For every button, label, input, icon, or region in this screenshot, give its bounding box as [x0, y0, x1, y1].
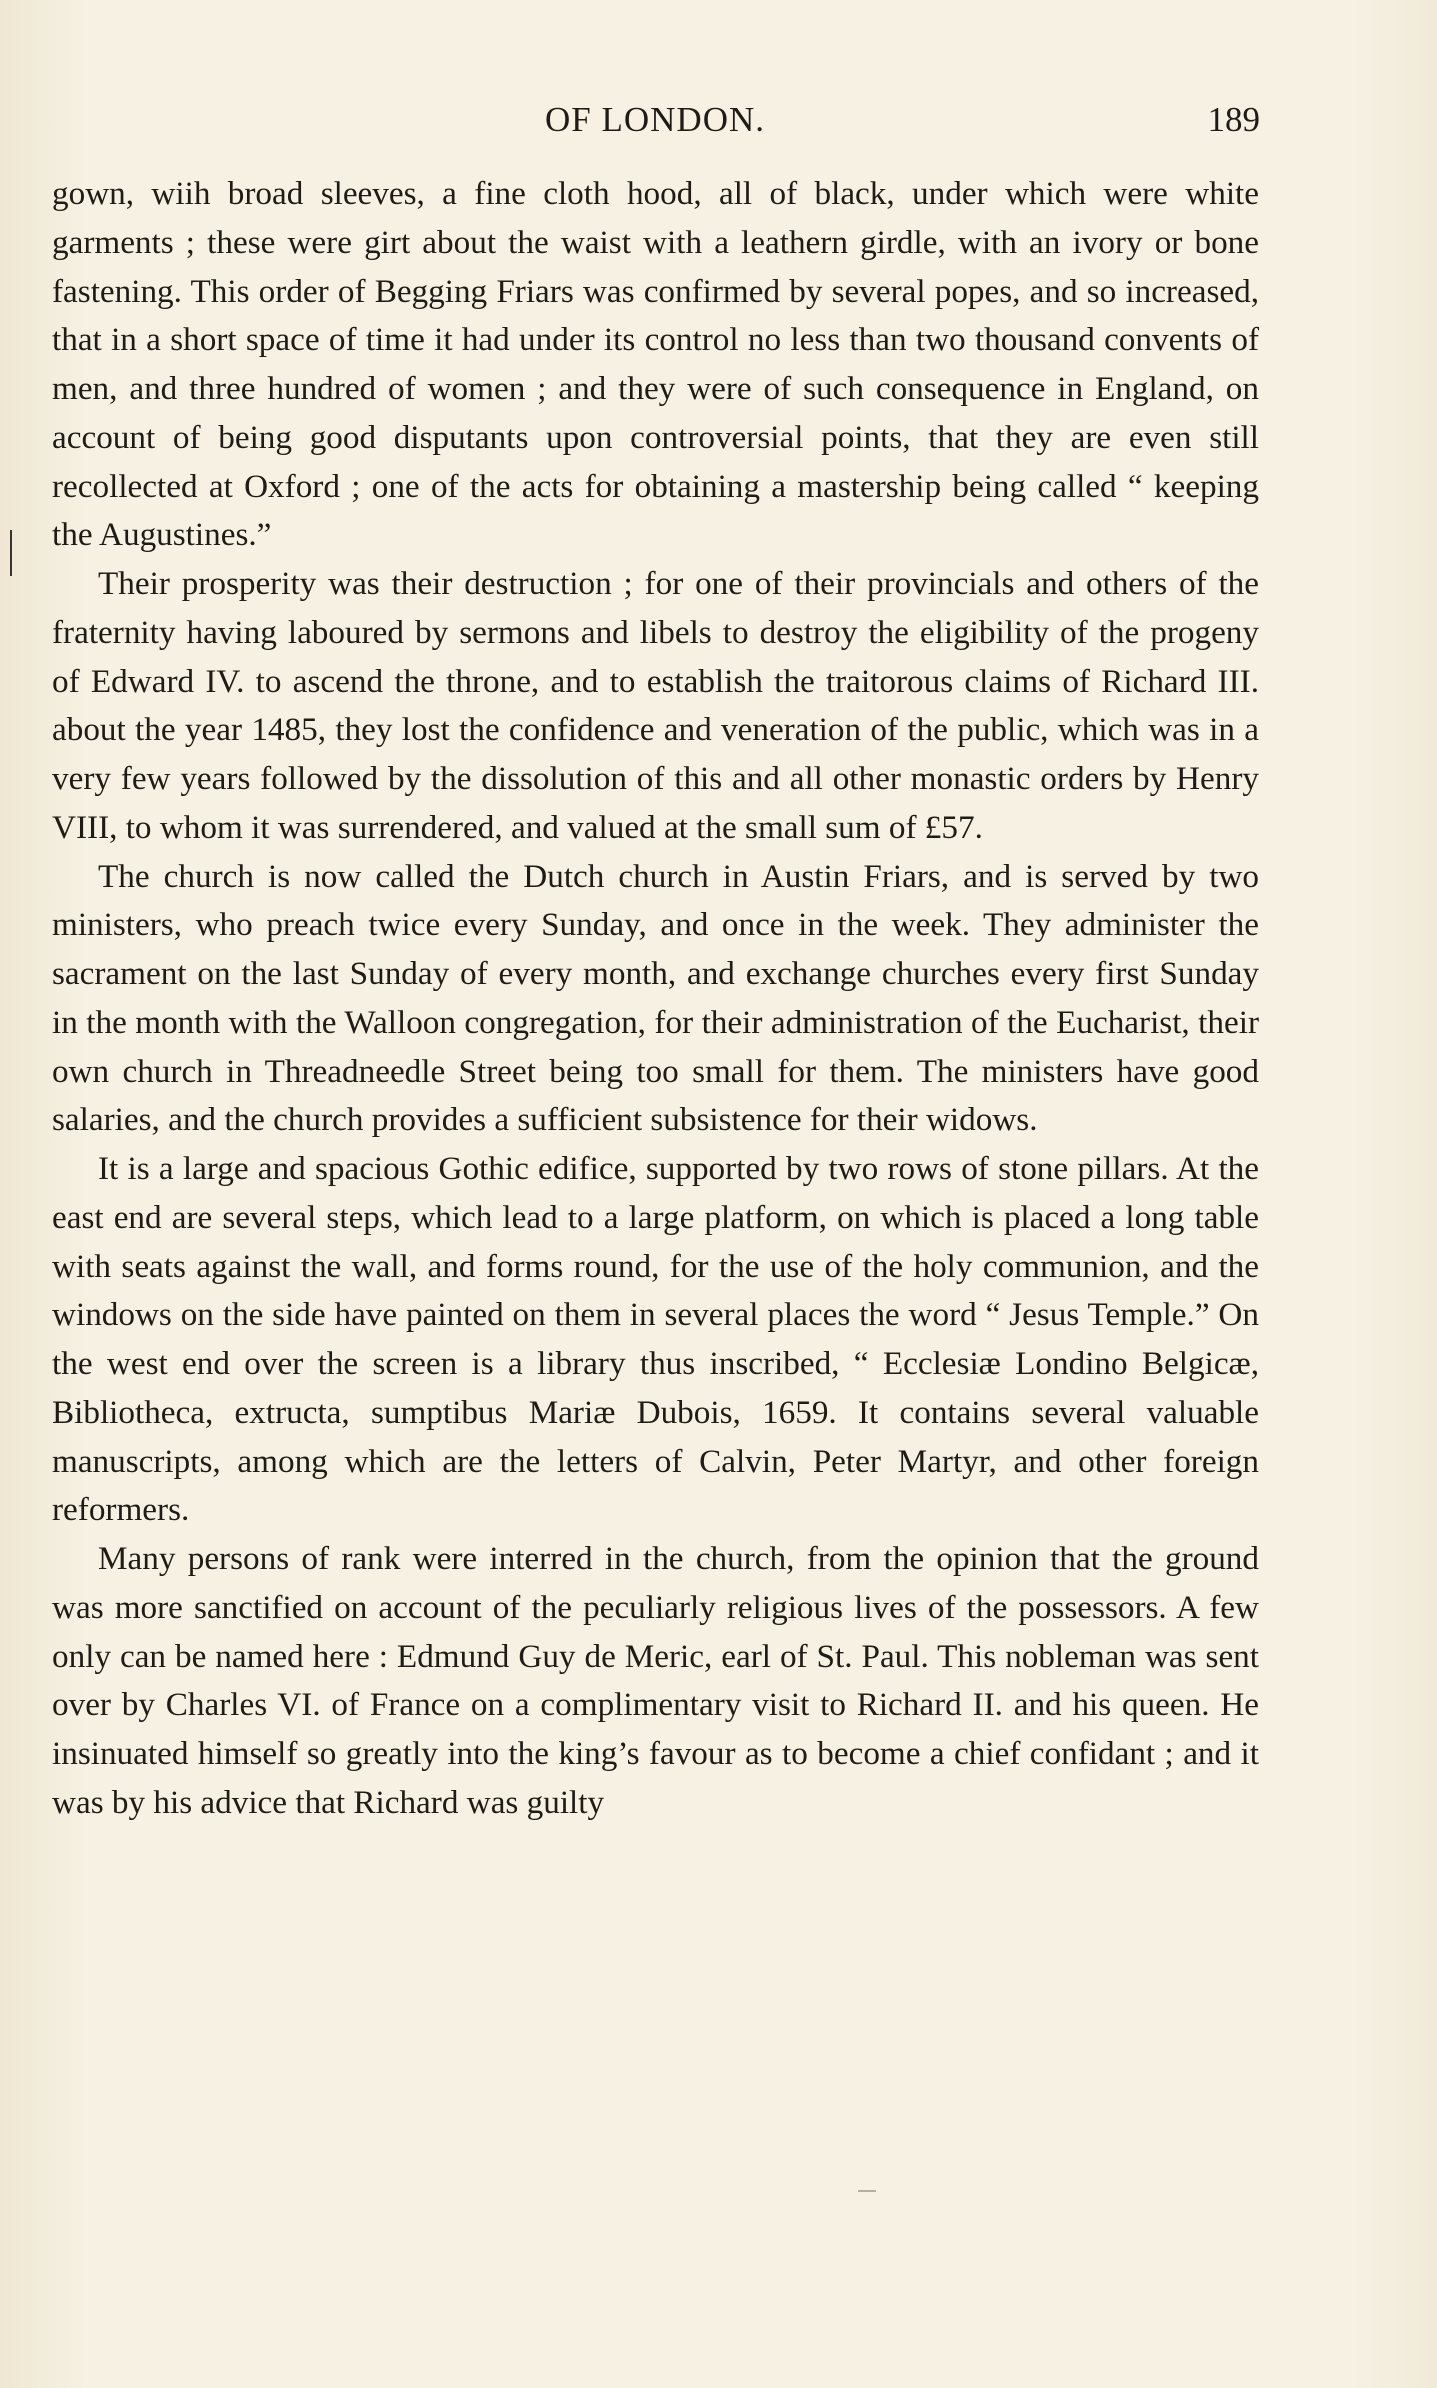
bottom-mark	[858, 2190, 876, 2192]
body-text	[52, 170, 1259, 1828]
paragraph-5: Many persons of rank were interred in the church, from the opinion that the ground was more sanctified on account of the peculiarly religious lives of the possessors. A few only can be named here : Edmund Guy de Meric, earl of St. Paul. This nobleman was sent over by Charles VI. of France on a complimentary visit to Richard II. and his queen. He insinuated himself so greatly into the king’s favour as to become a chief confidant ; and it was by his advice that Richard was guilty	[52, 1540, 1259, 1821]
page-number: 189	[1207, 100, 1260, 139]
running-head: OF LONDON.	[545, 100, 765, 139]
page-header	[50, 100, 1260, 150]
margin-mark	[10, 530, 12, 576]
paragraph-1: gown, wiih broad sleeves, a fine cloth hood, all of black, under which were white garments ; these were girt about the waist with a leathern girdle, with an ivory or bone fastening. This order of Begging Friars was confirmed by several popes, and so increased, that in a short space of time it had under its control no less than two thousand convents of men, and three hundred of women ; and they were of such consequence in England, on account of being good disputants upon controversial points, that they are even still recollected at Oxford ; one of the acts for obtaining a mastership being called “ keeping the Augustines.”	[52, 175, 1259, 554]
paragraph-2: Their prosperity was their destruction ; for one of their provincials and others of the fraternity having laboured by sermons and libels to destroy the eligibility of the progeny of Edward IV. to ascend the throne, and to establish the traitorous claims of Richard III. about the year 1485, they lost the confidence and veneration of the public, which was in a very few years followed by the dissolution of this and all other monastic orders by Henry VIII, to whom it was surrendered, and valued at the small sum of £57.	[52, 565, 1259, 846]
paragraph-3: The church is now called the Dutch church in Austin Friars, and is served by two ministers, who preach twice every Sunday, and once in the week. They administer the sacrament on the last Sunday of every month, and exchange churches every first Sunday in the month with the Walloon congregation, for their administration of the Eucharist, their own church in Threadneedle Street being too small for them. The ministers have good salaries, and the church provides a sufficient subsistence for their widows.	[52, 857, 1259, 1139]
paragraph-4: It is a large and spacious Gothic edifice, supported by two rows of stone pillars. At the east end are several steps, which lead to a large platform, on which is placed a long table with seats against the wall, and forms round, for the use of the holy communion, and the windows on the side have painted on them in several places the word “ Jesus Temple.” On the west end over the screen is a library thus inscribed, “ Ecclesiæ Londino Belgicæ, Bibliotheca, extructa, sumptibus Mariæ Dubois, 1659. It contains several valuable manuscripts, among which are the letters of Calvin, Peter Martyr, and other foreign reformers.	[52, 1150, 1259, 1529]
